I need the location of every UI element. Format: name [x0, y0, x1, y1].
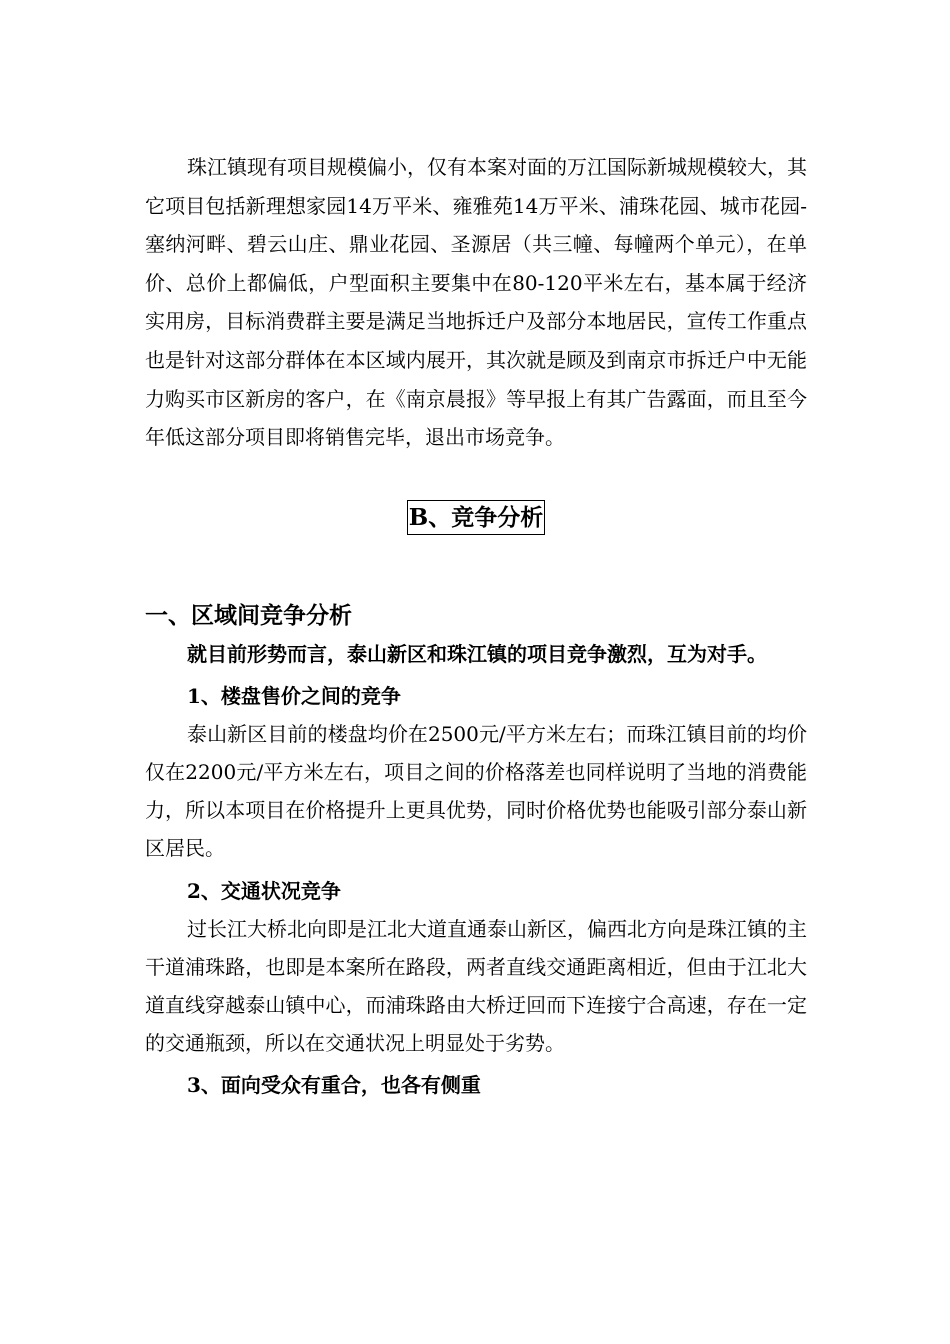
price-competition-paragraph: 泰山新区目前的楼盘均价在2500元/平方米左右；而珠江镇目前的均价仅在2200元/平方米左右，项目之间的价格落差也同样说明了当地的消费能力，所以本项目在价格提升上更具优势，同时价格优势也能吸引部分泰山新区居民。 [145, 721, 807, 861]
section-title: B、竞争分析 [407, 500, 545, 535]
section-title-container [145, 500, 807, 538]
intro-paragraph: 珠江镇现有项目规模偏小，仅有本案对面的万江国际新城规模较大，其它项目包括新理想家园14万平米、雍雅苑14万平米、浦珠花园、城市花园-塞纳河畔、碧云山庄、鼎业花园、圣源居（共三幢、每幢两个单元），在单价、总价上都偏低，户型面积主要集中在80-120平米左右，基本属于经济实用房，目标消费群主要是满足当地拆迁户及部分本地居民，宣传工作重点也是针对这部分群体在本区域内展开，其次就是顾及到南京市拆迁户中无能力购买市区新房的客户，在《南京晨报》等早报上有其广告露面，而且至今年低这部分项目即将销售完毕，退出市场竞争。 [145, 155, 807, 450]
document-body [145, 148, 807, 1104]
subheading-traffic-competition: 2、交通状况竞争 [187, 878, 341, 903]
heading-regional-competition: 一、区域间竞争分析 [145, 602, 352, 629]
summary-paragraph: 就目前形势而言，泰山新区和珠江镇的项目竞争激烈，互为对手。 [187, 641, 767, 666]
subheading-audience-overlap: 3、面向受众有重合，也各有侧重 [187, 1073, 481, 1098]
subheading-price-competition: 1、楼盘售价之间的竞争 [187, 683, 401, 708]
traffic-competition-paragraph: 过长江大桥北向即是江北大道直通泰山新区，偏西北方向是珠江镇的主干道浦珠路，也即是本案所在路段，两者直线交通距离相近，但由于江北大道直线穿越泰山镇中心，而浦珠路由大桥迂回而下连接宁合高速，存在一定的交通瓶颈，所以在交通状况上明显处于劣势。 [145, 916, 807, 1056]
